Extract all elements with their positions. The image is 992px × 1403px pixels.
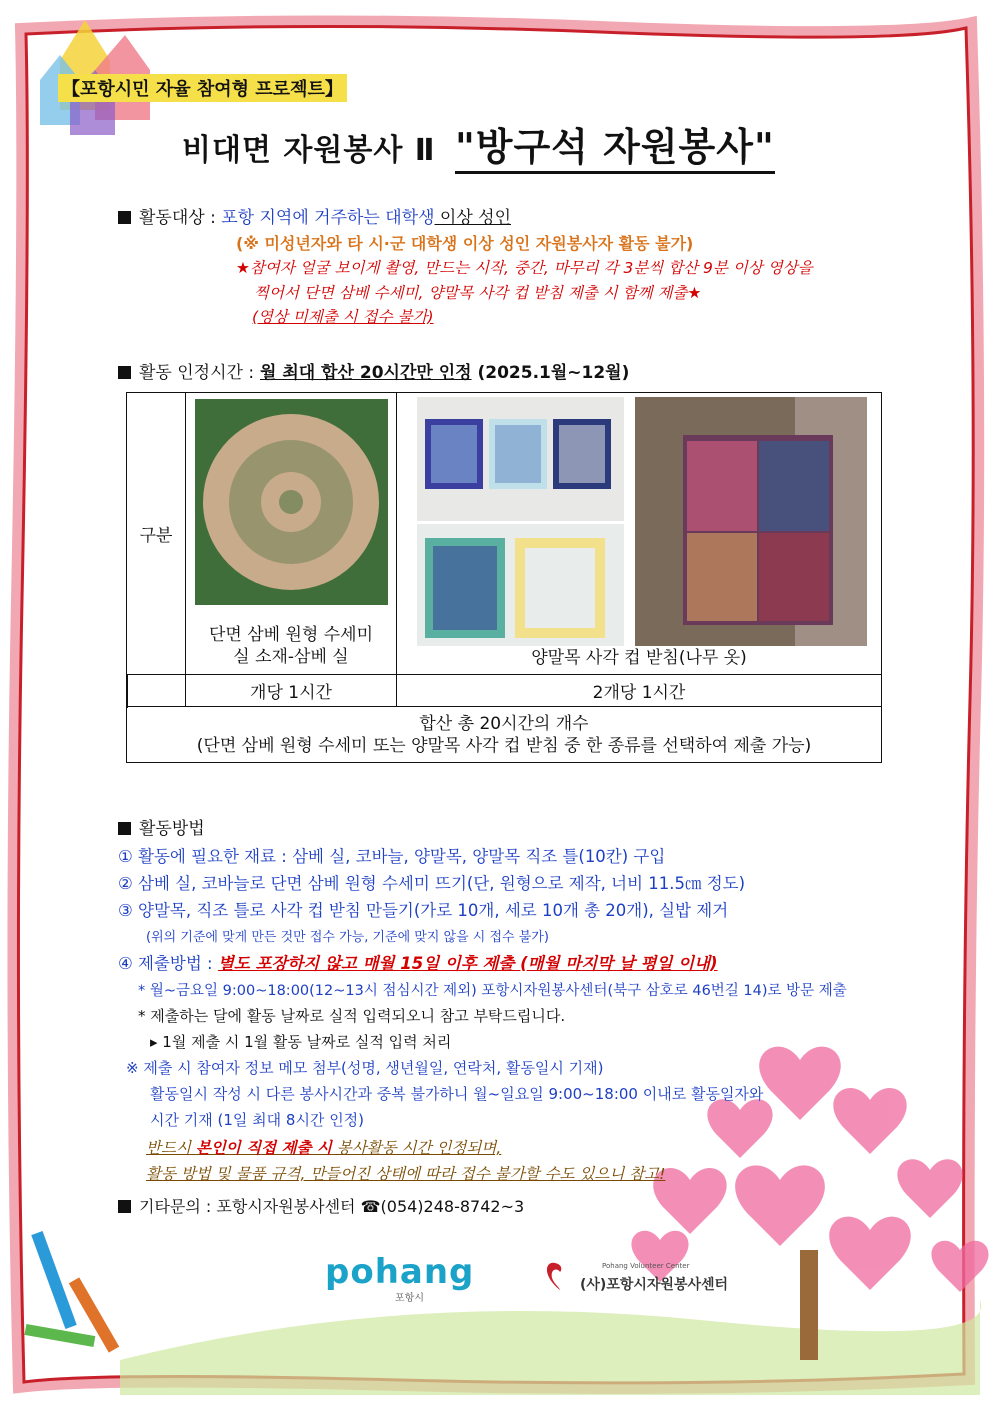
title-main: "방구석 자원봉사" <box>455 125 775 174</box>
warn-1c: 봉사활동 시간 인정되며, <box>331 1139 502 1157</box>
heart-logo-icon <box>540 1254 580 1294</box>
item1-line1: 단면 삼베 원형 수세미 <box>208 625 373 645</box>
item1-line2: 실 소재-삼베 실 <box>233 647 349 667</box>
bullet-square-icon <box>118 366 131 379</box>
jan-note: ▸ 1월 제출 시 1월 활동 날짜로 실적 입력 처리 <box>150 1033 452 1051</box>
step-4-label: ④ 제출방법 : <box>118 954 213 973</box>
bullet-square-icon <box>118 211 131 224</box>
bullet-square-icon <box>118 1200 131 1213</box>
total-line1: 합산 총 20시간의 개수 <box>419 713 589 734</box>
contact-value: 포항시자원봉사센터 ☎(054)248-8742~3 <box>216 1197 525 1216</box>
coasters-photo-bottom <box>417 524 624 646</box>
method-heading <box>118 814 205 839</box>
target-note-red-3: (영상 미제출 시 접수 불가) <box>252 308 434 326</box>
row-header: 구분 <box>127 393 186 675</box>
step-3-note: (위의 기준에 맞게 만든 것만 접수 가능, 기준에 맞지 않을 시 접수 불가) <box>146 930 549 945</box>
step-3: ③ 양말목, 직조 틀로 사각 컵 받침 만들기(가로 10개, 세로 10개 총 20개), 실밥 제거 <box>118 901 729 920</box>
step-1: ① 활동에 필요한 재료 : 삼베 실, 코바늘, 양말목, 양말목 직조 틀(10칸) 구입 <box>118 847 666 866</box>
hours-value: 월 최대 합산 20시간만 인정 <box>260 363 472 383</box>
target-text-blue: 포항 지역에 거주하는 대학생 <box>221 208 435 228</box>
target-note-orange: (※ 미성년자와 타 시·군 대학생 이상 성인 자원봉사자 활동 불가) <box>236 234 694 253</box>
pohang-logo: pohang <box>325 1252 475 1292</box>
target-line <box>118 203 511 228</box>
warn-2: 활동 방법 및 물품 규격, 만들어진 상태에 따라 접수 불가할 수도 있으니 참고! <box>146 1165 666 1183</box>
hours-line <box>118 358 629 383</box>
page-title <box>182 116 775 171</box>
center-logo: (사)포항시자원봉사센터 <box>580 1277 729 1293</box>
warn-1 <box>146 1136 501 1158</box>
memo-1: ※ 제출 시 참여자 정보 메모 첨부(성명, 생년월일, 연락처, 활동일시 기재) <box>126 1059 604 1077</box>
scrubber-photo <box>195 399 388 605</box>
warn-1b: 본인이 직접 제출 시 <box>195 1139 332 1157</box>
date-note: * 제출하는 달에 활동 날짜로 실적 입력되오니 참고 부탁드립니다. <box>138 1007 566 1025</box>
target-note-red-2: 찍어서 단면 삼베 수세미, 양말목 사각 컵 받침 제출 시 함께 제출★ <box>254 284 702 302</box>
pohang-logo-sub: 포항시 <box>395 1293 424 1304</box>
bullet-square-icon <box>118 822 131 835</box>
target-label: 활동대상 : <box>139 208 216 228</box>
total-line2: (단면 삼베 원형 수세미 또는 양말목 사각 컵 받침 중 한 종류를 선택하여 제출 가능) <box>196 735 812 756</box>
hours-period: (2025.1월~12월) <box>477 363 630 383</box>
contact-label: 기타문의 : <box>139 1197 212 1216</box>
step-4 <box>118 950 718 974</box>
step-4-value: 별도 포장하지 않고 매월 15일 이후 제출 (매월 마지막 날 평일 이내) <box>217 954 718 973</box>
coasters-photo-top <box>417 397 624 521</box>
title-prefix: 비대면 자원봉사 Ⅱ <box>182 133 436 168</box>
step-2: ② 삼베 실, 코바늘로 단면 삼베 원형 수세미 뜨기(단, 원형으로 제작, 너비 11.5㎝ 정도) <box>118 874 746 893</box>
rate2: 2개당 1시간 <box>397 675 882 707</box>
visit-note: * 월~금요일 9:00~18:00(12~13시 점심시간 제외) 포항시자원봉사센터(북구 삼호로 46번길 14)로 방문 제출 <box>138 983 847 999</box>
project-tag: 【포항시민 자율 참여형 프로젝트】 <box>58 74 347 102</box>
memo-2: 활동일시 작성 시 다른 봉사시간과 중복 불가하니 월~일요일 9:00~18:00 이내로 활동일자와 <box>150 1085 764 1103</box>
total-cell <box>127 707 882 763</box>
method-label: 활동방법 <box>139 819 205 839</box>
rate1: 개당 1시간 <box>186 675 397 707</box>
hours-label: 활동 인정시간 : <box>139 363 255 383</box>
tree-cozy-photo <box>635 397 867 646</box>
target-text-black: 이상 성인 <box>434 208 512 228</box>
contact-line <box>118 1194 524 1217</box>
warn-1a: 반드시 <box>146 1139 196 1157</box>
memo-3: 시간 기재 (1일 최대 8시간 인정) <box>150 1111 365 1129</box>
item2-label: 양말목 사각 컵 받침(나무 옷) <box>531 648 747 668</box>
target-note-red-1: ★참여자 얼굴 보이게 촬영, 만드는 시작, 중간, 마무리 각 3분씩 합산 9분 이상 영상을 <box>236 259 813 277</box>
center-logo-sub: Pohang Volunteer Center <box>602 1262 690 1270</box>
